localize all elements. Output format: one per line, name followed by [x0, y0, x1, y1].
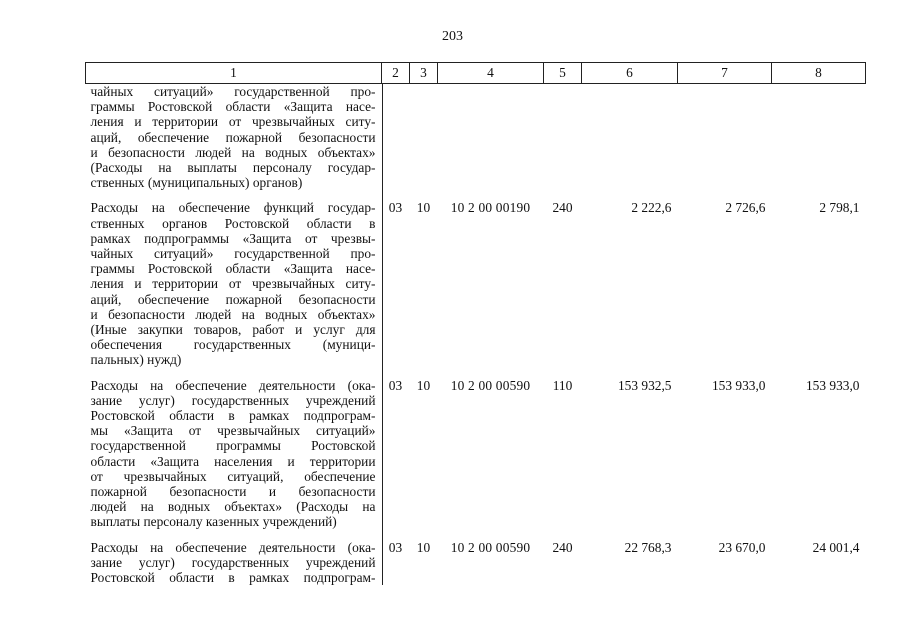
- description-line: граммы Ростовской области «Защита насе-: [90, 261, 376, 277]
- description-line: зание услуг) государственных учреждений: [90, 554, 376, 570]
- page-number: 203: [442, 29, 463, 44]
- description-line: Ростовской области в рамках подпрограм-: [90, 570, 376, 586]
- amount-year-2: [678, 84, 772, 191]
- table-header-row: [86, 63, 866, 84]
- description-line: чайных ситуаций» государственной про-: [90, 246, 376, 262]
- amount-year-2: 2 726,6: [725, 200, 766, 216]
- description-line: (Иные закупки товаров, работ и услуг для: [90, 322, 376, 338]
- description-line: от чрезвычайных ситуаций, обеспечение: [90, 468, 376, 484]
- row-description: [86, 84, 382, 191]
- subsection-code: 10: [416, 377, 431, 393]
- budget-table: [85, 62, 866, 585]
- description-line: Расходы на обеспечение деятельности (ока-: [90, 377, 376, 393]
- description-line: области «Защита населения и территории: [90, 453, 376, 469]
- target-article-code: 10 2 00 00590: [450, 377, 531, 393]
- description-line: и безопасности людей на водных объектах»: [90, 144, 376, 160]
- table-row: [86, 84, 866, 191]
- column-header-1: 1: [86, 63, 382, 84]
- table-row: [86, 368, 866, 530]
- subsection-code: 10: [416, 539, 431, 555]
- description-line: государственной программы Ростовской: [90, 438, 376, 454]
- description-line: ственных органов Ростовской области в: [90, 215, 376, 231]
- description-line: выплаты персоналу казенных учреждений): [90, 514, 337, 530]
- description-line: Расходы на обеспечение функций государ-: [90, 200, 376, 216]
- amount-year-1: 2 222,6: [631, 200, 672, 216]
- target-article-code: 10 2 00 00590: [450, 539, 531, 555]
- column-header-5: 5: [544, 63, 582, 84]
- subsection-code: [410, 84, 438, 191]
- column-header-4: 4: [438, 63, 544, 84]
- description-line: Ростовской области в рамках подпрограм-: [90, 408, 376, 424]
- description-line: пальных) нужд): [90, 352, 182, 368]
- amount-year-2: 153 933,0: [711, 377, 766, 393]
- column-header-2: 2: [382, 63, 410, 84]
- amount-year-3: 24 001,4: [812, 539, 860, 555]
- amount-year-1: [582, 84, 678, 191]
- description-line: чайных ситуаций» государственной про-: [90, 84, 376, 99]
- section-code: [382, 84, 410, 191]
- row-description: [86, 190, 382, 367]
- description-line: Расходы на обеспечение деятельности (ока-: [90, 539, 376, 555]
- description-line: ления и территории от чрезвычайных ситу-: [90, 114, 376, 130]
- expense-type-code: 110: [552, 377, 573, 393]
- description-line: рамках подпрограммы «Защита от чрезвы-: [90, 230, 376, 246]
- description-line: ления и территории от чрезвычайных ситу-: [90, 276, 376, 292]
- target-article-code: 10 2 00 00190: [450, 200, 531, 216]
- description-line: людей на водных объектах» (Расходы на: [90, 499, 376, 515]
- expense-type-code: [544, 84, 582, 191]
- column-header-6: 6: [582, 63, 678, 84]
- table-row: [86, 530, 866, 586]
- section-code: 03: [388, 539, 403, 555]
- description-line: ственных (муниципальных) органов): [90, 175, 303, 191]
- expense-type-code: 240: [552, 200, 573, 216]
- amount-year-3: [772, 84, 866, 191]
- amount-year-1: 153 932,5: [617, 377, 672, 393]
- column-header-8: 8: [772, 63, 866, 84]
- description-line: зание услуг) государственных учреждений: [90, 392, 376, 408]
- description-line: аций, обеспечение пожарной безопасности: [90, 291, 376, 307]
- row-description: [86, 368, 382, 530]
- description-line: (Расходы на выплаты персоналу государ-: [90, 160, 376, 176]
- column-header-7: 7: [678, 63, 772, 84]
- section-code: 03: [388, 200, 403, 216]
- description-line: пожарной безопасности и безопасности: [90, 484, 376, 500]
- amount-year-3: 153 933,0: [805, 377, 860, 393]
- section-code: 03: [388, 377, 403, 393]
- target-article-code: [438, 84, 544, 191]
- description-line: граммы Ростовской области «Защита насе-: [90, 99, 376, 115]
- row-description: [86, 530, 382, 586]
- column-header-3: 3: [410, 63, 438, 84]
- description-line: аций, обеспечение пожарной безопасности: [90, 129, 376, 145]
- amount-year-3: 2 798,1: [819, 200, 860, 216]
- expense-type-code: 240: [552, 539, 573, 555]
- subsection-code: 10: [416, 200, 431, 216]
- description-line: мы «Защита от чрезвычайных ситуаций»: [90, 423, 376, 439]
- amount-year-2: 23 670,0: [718, 539, 766, 555]
- description-line: и безопасности людей на водных объектах»: [90, 306, 376, 322]
- description-line: обеспечения государственных (муници-: [90, 337, 376, 353]
- table-row: [86, 190, 866, 367]
- amount-year-1: 22 768,3: [624, 539, 672, 555]
